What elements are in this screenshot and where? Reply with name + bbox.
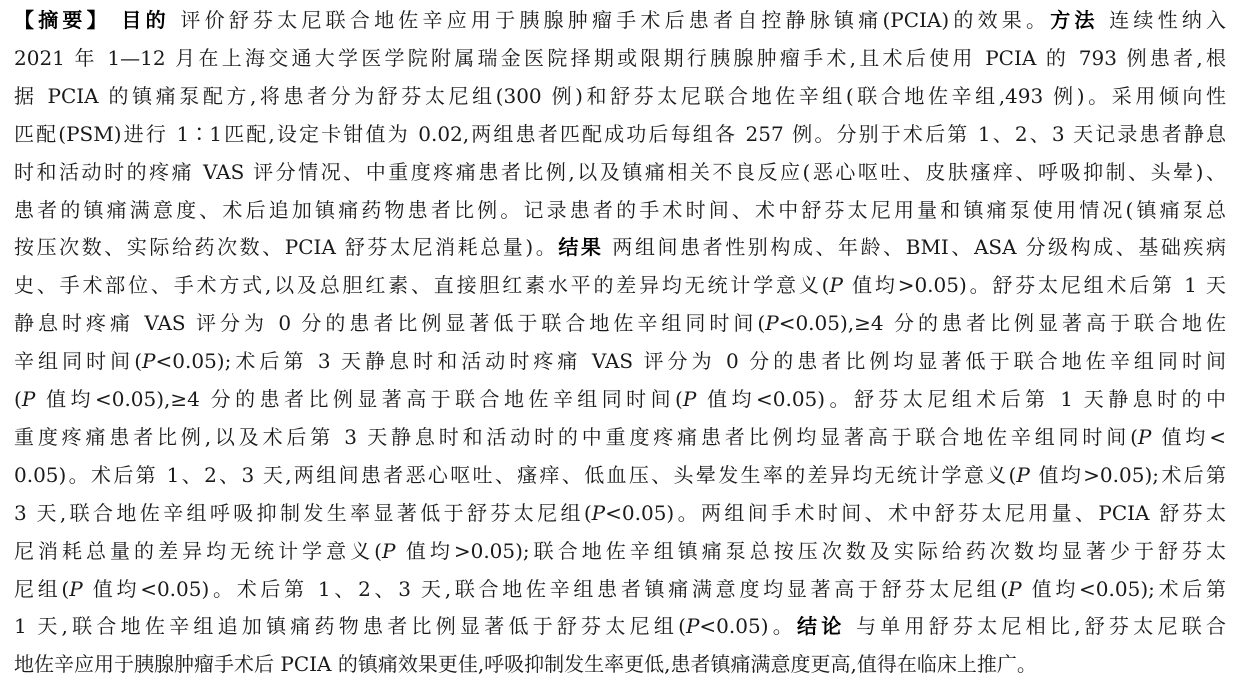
abstract-line <box>14 195 1226 225</box>
abstract-line <box>14 157 1226 187</box>
abstract-text: 值均>0.05);术后第 <box>1029 462 1226 487</box>
abstract-line <box>14 308 1226 338</box>
section-heading: 结论 <box>796 614 846 639</box>
abstract-text: 0.05)。术后第 1、2、3 天,两组间患者恶心呕吐、瘙痒、低血压、头晕发生率的差异均无统计学意义( <box>14 462 1017 487</box>
p-value-symbol: P <box>69 576 83 601</box>
p-value-symbol: P <box>21 387 36 411</box>
abstract-line <box>14 270 1226 300</box>
abstract-text: 值均>0.05)。舒芬太尼组术后第 1 天 <box>842 273 1226 298</box>
abstract-line <box>14 460 1226 490</box>
abstract-text: 辛组同时间( <box>14 349 143 374</box>
abstract-text <box>111 8 122 32</box>
abstract-line <box>14 574 1226 604</box>
abstract-line <box>14 119 1226 149</box>
abstract-text: 值均<0.05)。舒芬太尼组术后第 1 天静息时的中 <box>696 387 1226 411</box>
abstract-text: 值均<0.05),≥4 分的患者比例显著高于联合地佐辛组同时间( <box>35 387 683 411</box>
abstract-line <box>14 43 1226 73</box>
abstract-text: <0.05),≥4 分的患者比例显著高于联合地佐 <box>778 311 1226 336</box>
p-value-symbol: P <box>591 500 606 525</box>
p-value-symbol: P <box>1016 462 1030 487</box>
abstract-text: 两组间患者性别构成、年龄、BMI、ASA 分级构成、基础疾病 <box>603 235 1226 260</box>
abstract-text: 地佐辛应用于胰腺肿瘤手术后 PCIA 的镇痛效果更佳,呼吸抑制发生率更低,患者镇痛满意度更高,值得在临床上推广。 <box>14 652 1037 677</box>
abstract-line <box>14 81 1226 111</box>
p-value-symbol: P <box>1008 576 1022 601</box>
p-value-symbol: P <box>765 311 779 336</box>
abstract-text: 3 天,联合地佐辛组呼吸抑制发生率显著低于舒芬太尼组( <box>14 500 592 525</box>
abstract-text: 连续性纳入 <box>1098 8 1226 32</box>
abstract-block <box>14 0 1226 696</box>
section-heading: 结果 <box>558 235 604 260</box>
abstract-line <box>14 611 1226 641</box>
abstract-text: 值均>0.05);联合地佐辛组镇痛泵总按压次数及实际给药次数均显著少于舒芬太 <box>395 538 1226 563</box>
abstract-line <box>14 498 1226 528</box>
abstract-line <box>14 346 1226 376</box>
abstract-line <box>14 649 1037 679</box>
p-value-symbol: P <box>829 273 843 298</box>
abstract-text: 值均<0.05);术后第 <box>1021 576 1226 601</box>
abstract-text: <0.05)。 <box>699 614 797 639</box>
p-value-symbol: P <box>682 387 697 411</box>
abstract-text: <0.05)。两组间手术时间、术中舒芬太尼用量、PCIA 舒芬太 <box>605 500 1226 525</box>
abstract-line <box>14 5 1226 35</box>
p-value-symbol: P <box>1137 424 1152 449</box>
abstract-text: 值均< <box>1151 424 1226 449</box>
abstract-line <box>14 536 1226 566</box>
abstract-text: 评价舒芬太尼联合地佐辛应用于胰腺肿瘤手术后患者自控静脉镇痛(PCIA)的效果。 <box>169 8 1051 32</box>
p-value-symbol: P <box>685 614 700 639</box>
abstract-text: 重度疼痛患者比例,以及术后第 3 天静息时和活动时的中重度疼痛患者比例均显著高于联合地佐辛组同时间( <box>14 424 1138 449</box>
abstract-text: 患者的镇痛满意度、术后追加镇痛药物患者比例。记录患者的手术时间、术中舒芬太尼用量和镇痛泵使用情况(镇痛泵总 <box>14 197 1226 222</box>
abstract-text: 史、手术部位、手术方式,以及总胆红素、直接胆红素水平的差异均无统计学意义( <box>14 273 830 298</box>
p-value-symbol: P <box>142 349 156 374</box>
abstract-text: 尼消耗总量的差异均无统计学意义( <box>14 538 382 563</box>
abstract-line <box>14 422 1226 452</box>
section-heading: 方法 <box>1050 8 1099 32</box>
abstract-text: 时和活动时的疼痛 VAS 评分情况、中重度疼痛患者比例,以及镇痛相关不良反应(恶心呕吐、皮肤瘙痒、呼吸抑制、头晕)、 <box>14 159 1226 184</box>
abstract-text: 值均<0.05)。术后第 1、2、3 天,联合地佐辛组患者镇痛满意度均显著高于舒芬太尼组( <box>82 576 1009 601</box>
section-heading: 【摘要】 <box>14 8 111 32</box>
abstract-text: 尼组( <box>14 576 70 601</box>
abstract-line <box>14 232 1226 262</box>
abstract-text: 1 天,联合地佐辛组追加镇痛药物患者比例显著低于舒芬太尼组( <box>14 614 686 639</box>
abstract-text: 匹配(PSM)进行 1∶1匹配,设定卡钳值为 0.02,两组患者匹配成功后每组各 257 例。分别于术后第 1、2、3 天记录患者静息 <box>14 121 1226 146</box>
p-value-symbol: P <box>381 538 396 563</box>
abstract-text: 按压次数、实际给药次数、PCIA 舒芬太尼消耗总量)。 <box>14 235 559 260</box>
abstract-text: 静息时疼痛 VAS 评分为 0 分的患者比例显著低于联合地佐辛组同时间( <box>14 311 766 336</box>
abstract-line <box>14 384 1226 414</box>
abstract-text: 据 PCIA 的镇痛泵配方,将患者分为舒芬太尼组(300 例)和舒芬太尼联合地佐辛组(联合地佐辛组,493 例)。采用倾向性 <box>14 83 1226 108</box>
section-heading: 目的 <box>121 8 170 32</box>
abstract-text: <0.05);术后第 3 天静息时和活动时疼痛 VAS 评分为 0 分的患者比例均显著低于联合地佐辛组同时间 <box>155 349 1226 374</box>
abstract-text: ( <box>14 387 22 411</box>
abstract-text: 2021 年 1—12 月在上海交通大学医学院附属瑞金医院择期或限期行胰腺肿瘤手术,且术后使用 PCIA 的 793 例患者,根 <box>14 45 1226 70</box>
abstract-text: 与单用舒芬太尼相比,舒芬太尼联合 <box>845 614 1226 639</box>
